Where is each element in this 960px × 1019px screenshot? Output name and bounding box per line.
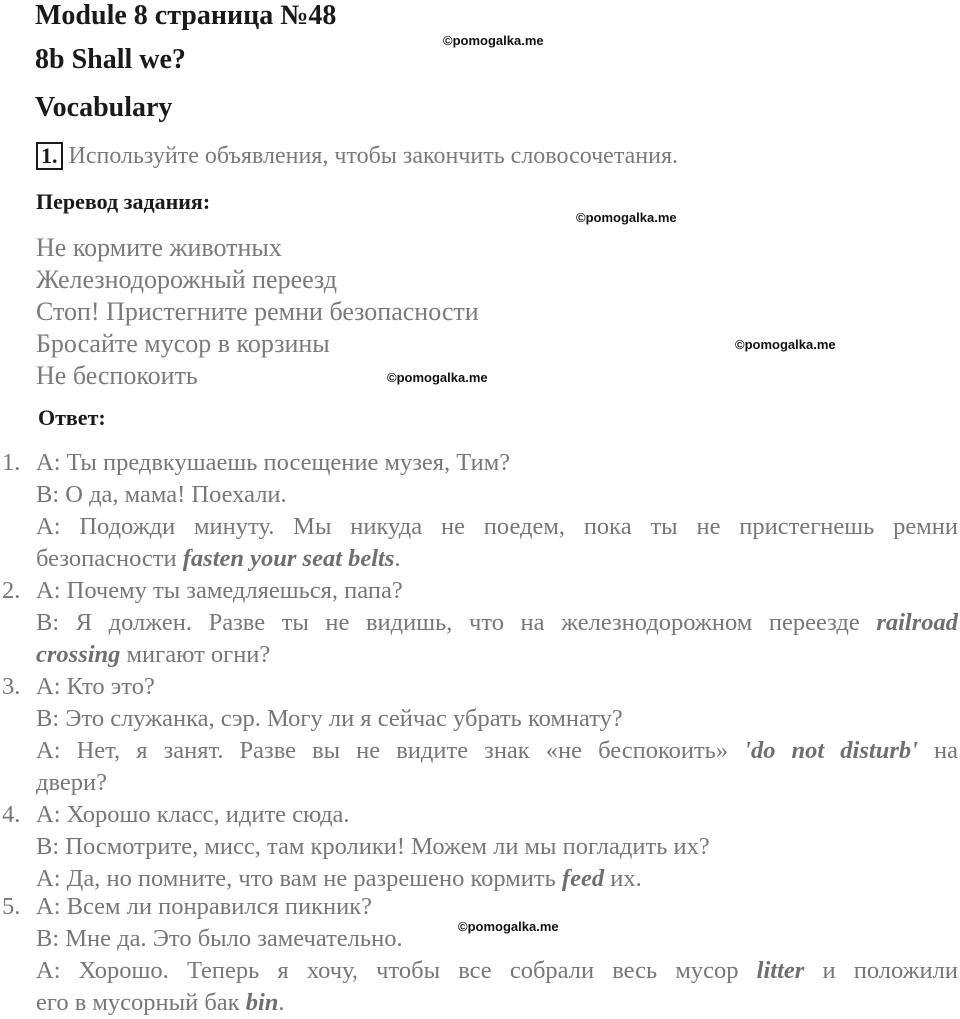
task-number-box: 1.	[36, 142, 63, 170]
vocab-item: Не беспокоить	[36, 361, 198, 390]
answer-item	[36, 799, 958, 895]
watermark: ©pomogalka.me	[458, 919, 559, 934]
page-title: Module 8 страница №48	[35, 0, 337, 31]
answer-phrase: railroad	[876, 609, 958, 636]
answer-item	[36, 447, 958, 575]
answer-number: 1.	[2, 449, 21, 476]
vocab-item: Не кормите животных	[36, 233, 282, 262]
watermark: ©pomogalka.me	[735, 337, 836, 352]
section-title: Vocabulary	[35, 92, 173, 123]
answer-number: 2.	[2, 577, 21, 604]
watermark: ©pomogalka.me	[443, 33, 544, 48]
answer-phrase: fasten your seat belts	[182, 545, 395, 572]
dialogue-line: B: Это служанка, сэр. Могу ли я сейчас убрать комнату?	[36, 705, 623, 732]
answer-number: 5.	[2, 893, 21, 920]
vocab-item: Железнодорожный переезд	[36, 265, 338, 294]
answer-phrase: litter	[756, 957, 805, 984]
translation-heading: Перевод задания:	[36, 189, 211, 214]
watermark: ©pomogalka.me	[387, 370, 488, 385]
answer-phrase: 'do not disturb'	[744, 737, 918, 764]
dialogue-line: B: Мне да. Это было замечательно.	[36, 925, 403, 952]
dialogue-line: двери?	[36, 769, 107, 796]
dialogue-line: A: Всем ли понравился пикник?	[36, 893, 373, 920]
dialogue-line: A: Почему ты замедляешься, папа?	[36, 577, 403, 604]
answer-phrase: feed	[561, 865, 605, 892]
dialogue-line: A: Нет, я занят. Разве вы не видите знак «не беспокоить» 'do not disturb' на	[36, 737, 958, 764]
dialogue-line: B: О да, мама! Поехали.	[36, 481, 287, 508]
dialogue-line: A: Хорошо класс, идите сюда.	[36, 801, 350, 828]
watermark: ©pomogalka.me	[576, 210, 677, 225]
dialogue-line: crossing мигают огни?	[36, 641, 271, 668]
lesson-title: 8b Shall we?	[35, 44, 186, 75]
dialogue-line: A: Подожди минуту. Мы никуда не поедем, пока ты не пристегнешь ремни	[36, 513, 958, 540]
task-instruction	[36, 142, 678, 170]
task-text: Используйте объявления, чтобы закончить словосочетания.	[68, 143, 678, 169]
answer-number: 4.	[2, 801, 21, 828]
dialogue-line: его в мусорный бак bin.	[36, 989, 285, 1016]
vocab-item: Стоп! Пристегните ремни безопасности	[36, 297, 479, 326]
vocab-item: Бросайте мусор в корзины	[36, 329, 330, 358]
dialogue-line: безопасности fasten your seat belts.	[36, 545, 401, 572]
dialogue-line: B: Я должен. Разве ты не видишь, что на железнодорожном переезде railroad	[36, 609, 958, 636]
dialogue-line: A: Кто это?	[36, 673, 155, 700]
answer-item	[36, 891, 958, 1019]
dialogue-line: B: Посмотрите, мисс, там кролики! Можем ли мы погладить их?	[36, 833, 710, 860]
answer-number: 3.	[2, 673, 21, 700]
dialogue-line: A: Ты предвкушаешь посещение музея, Тим?	[36, 449, 511, 476]
answer-heading: Ответ:	[38, 405, 106, 430]
answer-item	[36, 671, 958, 799]
answer-phrase: bin	[245, 989, 279, 1016]
answer-item	[36, 575, 958, 671]
answer-phrase: crossing	[36, 641, 121, 668]
dialogue-line: A: Хорошо. Теперь я хочу, чтобы все собрали весь мусор litter и положили	[36, 957, 958, 984]
dialogue-line: A: Да, но помните, что вам не разрешено кормить feed их.	[36, 865, 642, 892]
